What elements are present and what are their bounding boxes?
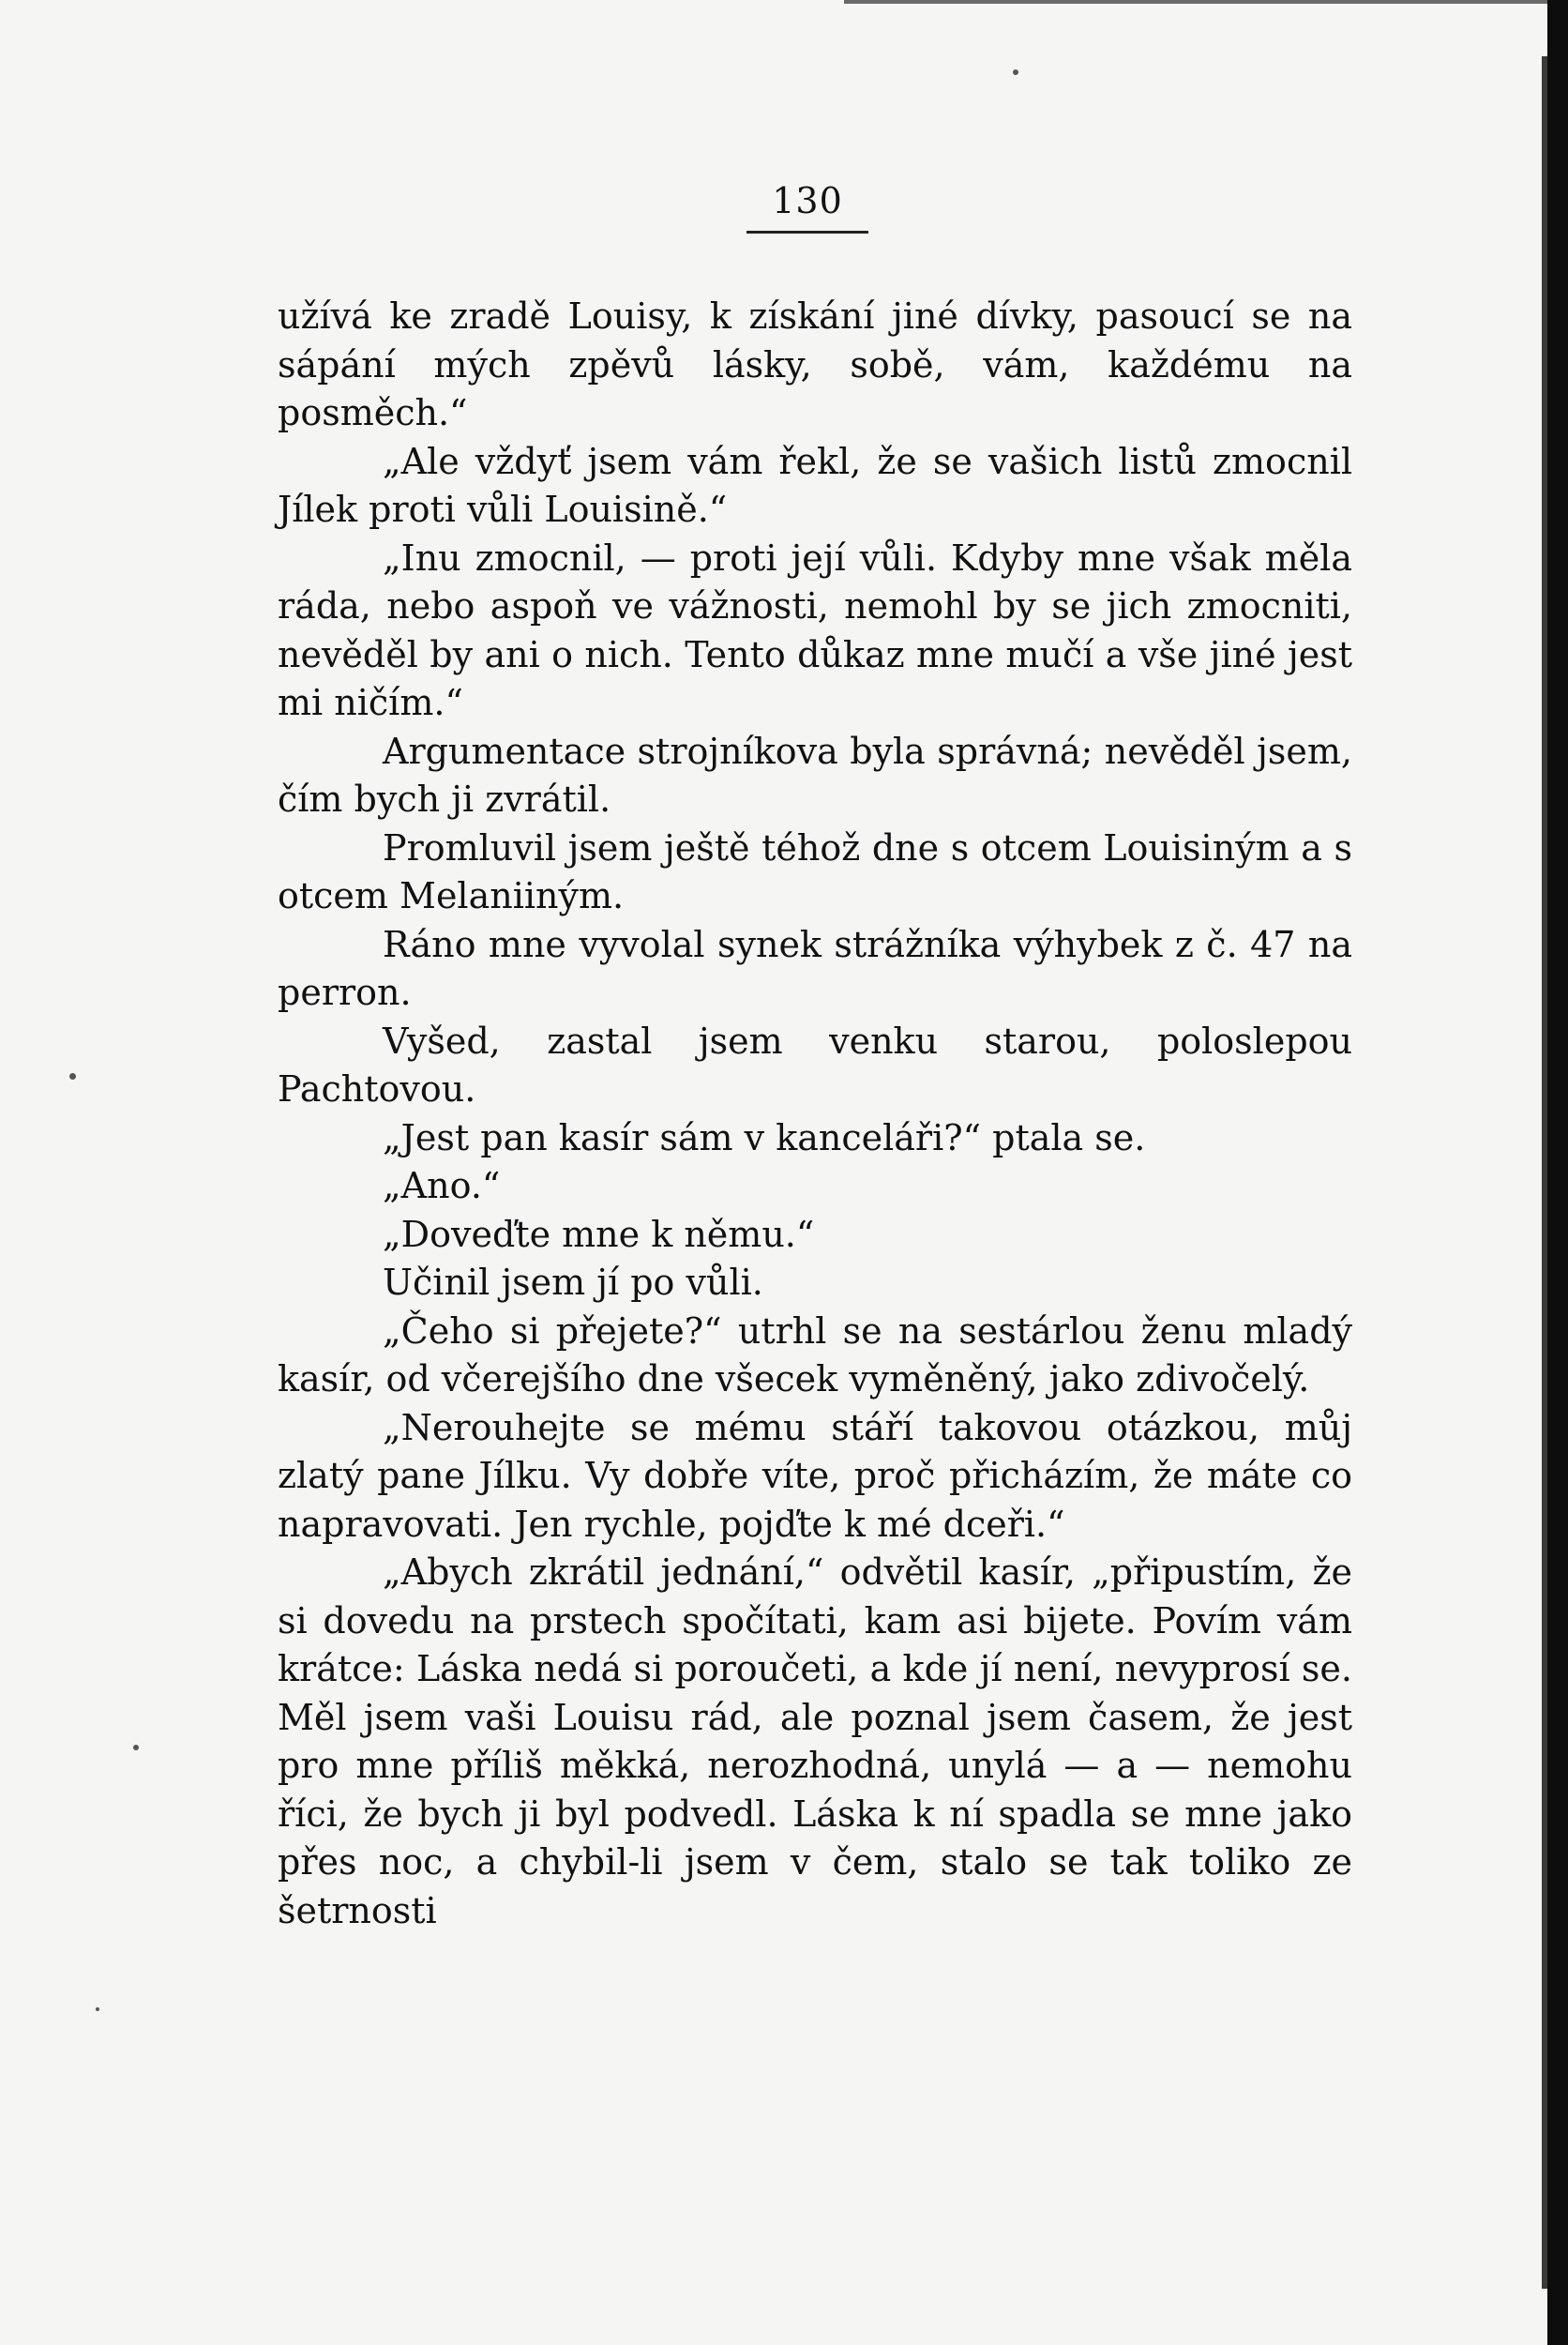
paragraph: Argumentace strojníkova byla správná; nevěděl jsem, čím bych ji zvrátil. — [278, 730, 1352, 820]
body-text — [278, 293, 1352, 1935]
paragraph: „Ano.“ — [383, 1165, 501, 1206]
scan-border — [1547, 0, 1568, 2345]
paragraph: „Inu zmocnil, — proti její vůli. Kdyby mne však měla ráda, nebo aspoň ve vážnosti, nemohl by se jich zmocniti, nevěděl by ani o nich. Tento důkaz mne mučí a vše jiné jest mi ničím.“ — [278, 537, 1352, 723]
paragraph: „Ale vždyť jsem vám řekl, že se vašich listů zmocnil Jílek proti vůli Louisině.“ — [278, 440, 1352, 530]
paragraph: „Jest pan kasír sám v kanceláři?“ ptala se. — [383, 1116, 1146, 1158]
paragraph: Vyšed, zastal jsem venku starou, poloslepou Pachtovou. — [278, 1020, 1352, 1110]
dust-speck — [69, 1073, 76, 1080]
dust-speck — [1013, 69, 1018, 75]
paragraph: „Abych zkrátil jednání,“ odvětil kasír, „připustím, že si dovedu na prstech spočítati, kam asi bijete. Povím vám krátce: Láska nedá si poroučeti, a kde jí není, nevyprosí se. Měl jsem vaši Louisu rád, ale poznal jsem časem, že jest pro mne příliš měkká, nerozhodná, unylá — a — nemohu říci, že bych ji byl podvedl. Láska k ní spadla se mne jako přes noc, a chybil-li jsem v čem, stalo se tak toliko ze šetrnosti — [278, 1551, 1352, 1931]
page-number: 130 — [772, 180, 843, 221]
paragraph: Učinil jsem jí po vůli. — [383, 1262, 763, 1303]
paragraph: užívá ke zradě Louisy, k získání jiné dívky, pasoucí se na sápání mých zpěvů lásky, sobě, vám, každému na posměch.“ — [278, 295, 1352, 433]
dust-speck — [96, 2007, 99, 2011]
paragraph: Ráno mne vyvolal synek strážníka výhybek z č. 47 na perron. — [278, 923, 1352, 1013]
scan-edge-line — [844, 0, 1557, 4]
paragraph: „Doveďte mne k němu.“ — [383, 1213, 815, 1255]
paragraph: Promluvil jsem ještě téhož dne s otcem Louisiným a s otcem Melaniiným. — [278, 826, 1352, 916]
page-number-rule — [746, 231, 868, 234]
paragraph: „Nerouhejte se mému stáří takovou otázkou, můj zlatý pane Jílku. Vy dobře víte, proč přicházím, že máte co napravovati. Jen rychle, pojďte k mé dceři.“ — [278, 1406, 1352, 1545]
paragraph: „Čeho si přejete?“ utrhl se na sestárlou ženu mladý kasír, od včerejšího dne všecek vyměněný, jako zdivočelý. — [278, 1309, 1352, 1399]
dust-speck — [133, 1745, 139, 1750]
scan-border-shadow — [1542, 56, 1547, 2289]
